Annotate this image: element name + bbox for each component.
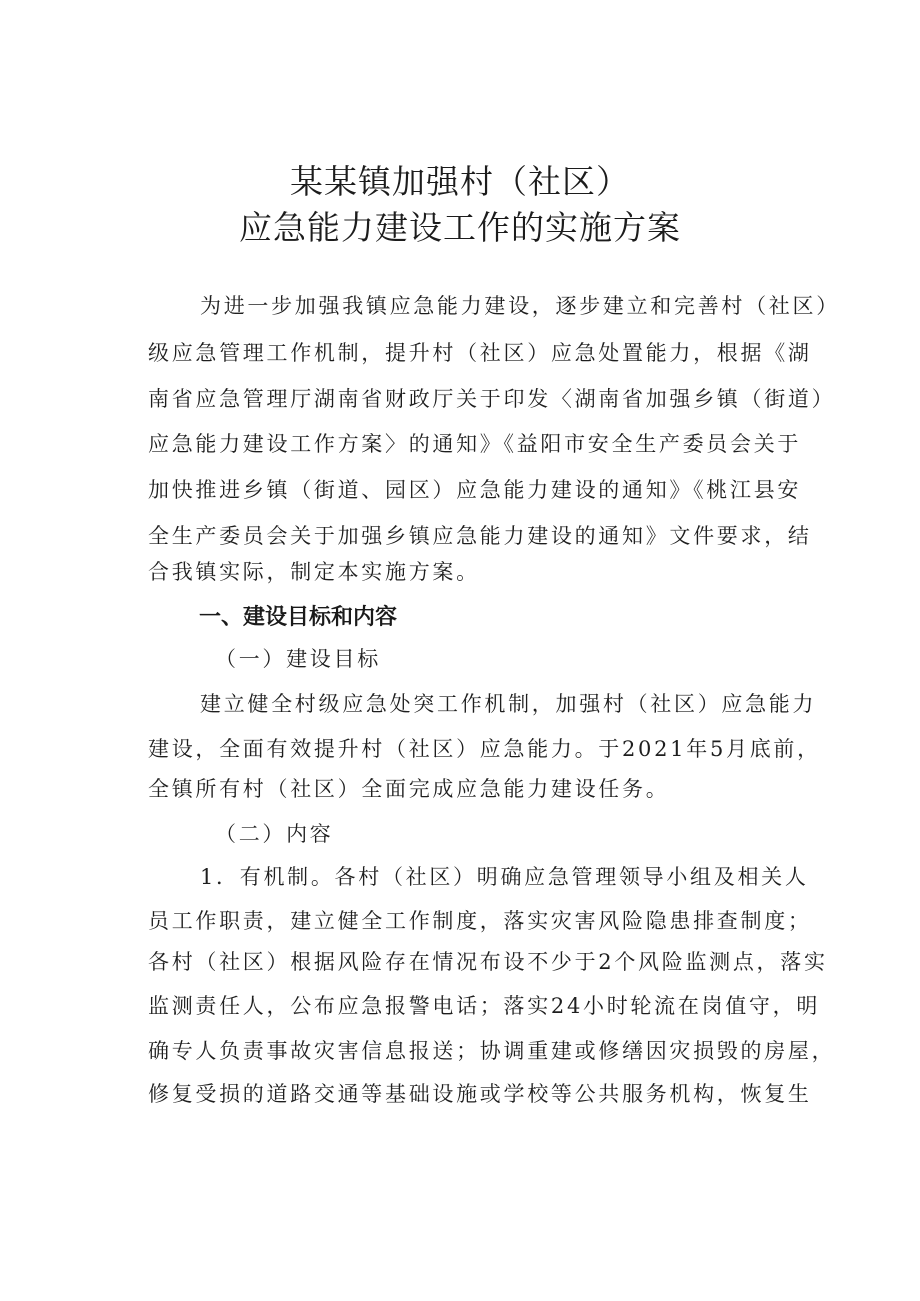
subsection-heading-goal: （一）建设目标: [215, 647, 381, 671]
content-line-6: 修复受损的道路交通等基础设施或学校等公共服务机构，恢复生: [148, 1082, 812, 1106]
goal-line-1: 建立健全村级应急处突工作机制，加强村（社区）应急能力: [200, 692, 817, 716]
intro-line-7: 合我镇实际，制定本实施方案。: [148, 560, 480, 584]
goal-line-3: 全镇所有村（社区）全面完成应急能力建设任务。: [148, 777, 670, 801]
intro-line-5: 加快推进乡镇（街道、园区）应急能力建设的通知》《桃江县安: [148, 478, 802, 502]
goal-line-2: 建设，全面有效提升村（社区）应急能力。于2021年5月底前，: [148, 737, 821, 761]
intro-line-3: 南省应急管理厅湖南省财政厅关于印发〈湖南省加强乡镇（街道）: [148, 387, 836, 411]
intro-line-4: 应急能力建设工作方案〉的通知》《益阳市安全生产委员会关于: [148, 432, 802, 456]
document-title-line-1: 某某镇加强村（社区）: [290, 162, 630, 201]
content-line-1: 1．有机制。各村（社区）明确应急管理领导小组及相关人: [200, 865, 809, 889]
intro-line-2: 级应急管理工作机制，提升村（社区）应急处置能力，根据《湖: [148, 341, 812, 365]
intro-line-6: 全生产委员会关于加强乡镇应急能力建设的通知》文件要求，结: [148, 524, 812, 548]
content-line-2: 员工作职责，建立健全工作制度，落实灾害风险隐患排查制度；: [148, 909, 812, 933]
intro-line-1: 为进一步加强我镇应急能力建设，逐步建立和完善村（社区）: [200, 294, 840, 318]
content-line-4: 监测责任人，公布应急报警电话；落实24小时轮流在岗值守，明: [148, 994, 821, 1018]
content-line-3: 各村（社区）根据风险存在情况布设不少于2个风险监测点，落实: [148, 950, 828, 974]
document-title-line-2: 应急能力建设工作的实施方案: [239, 208, 681, 247]
subsection-heading-content: （二）内容: [215, 822, 334, 846]
section-heading-1: 一、建设目标和内容: [199, 605, 398, 630]
content-line-5: 确专人负责事故灾害信息报送；协调重建或修缮因灾损毁的房屋，: [148, 1039, 836, 1063]
